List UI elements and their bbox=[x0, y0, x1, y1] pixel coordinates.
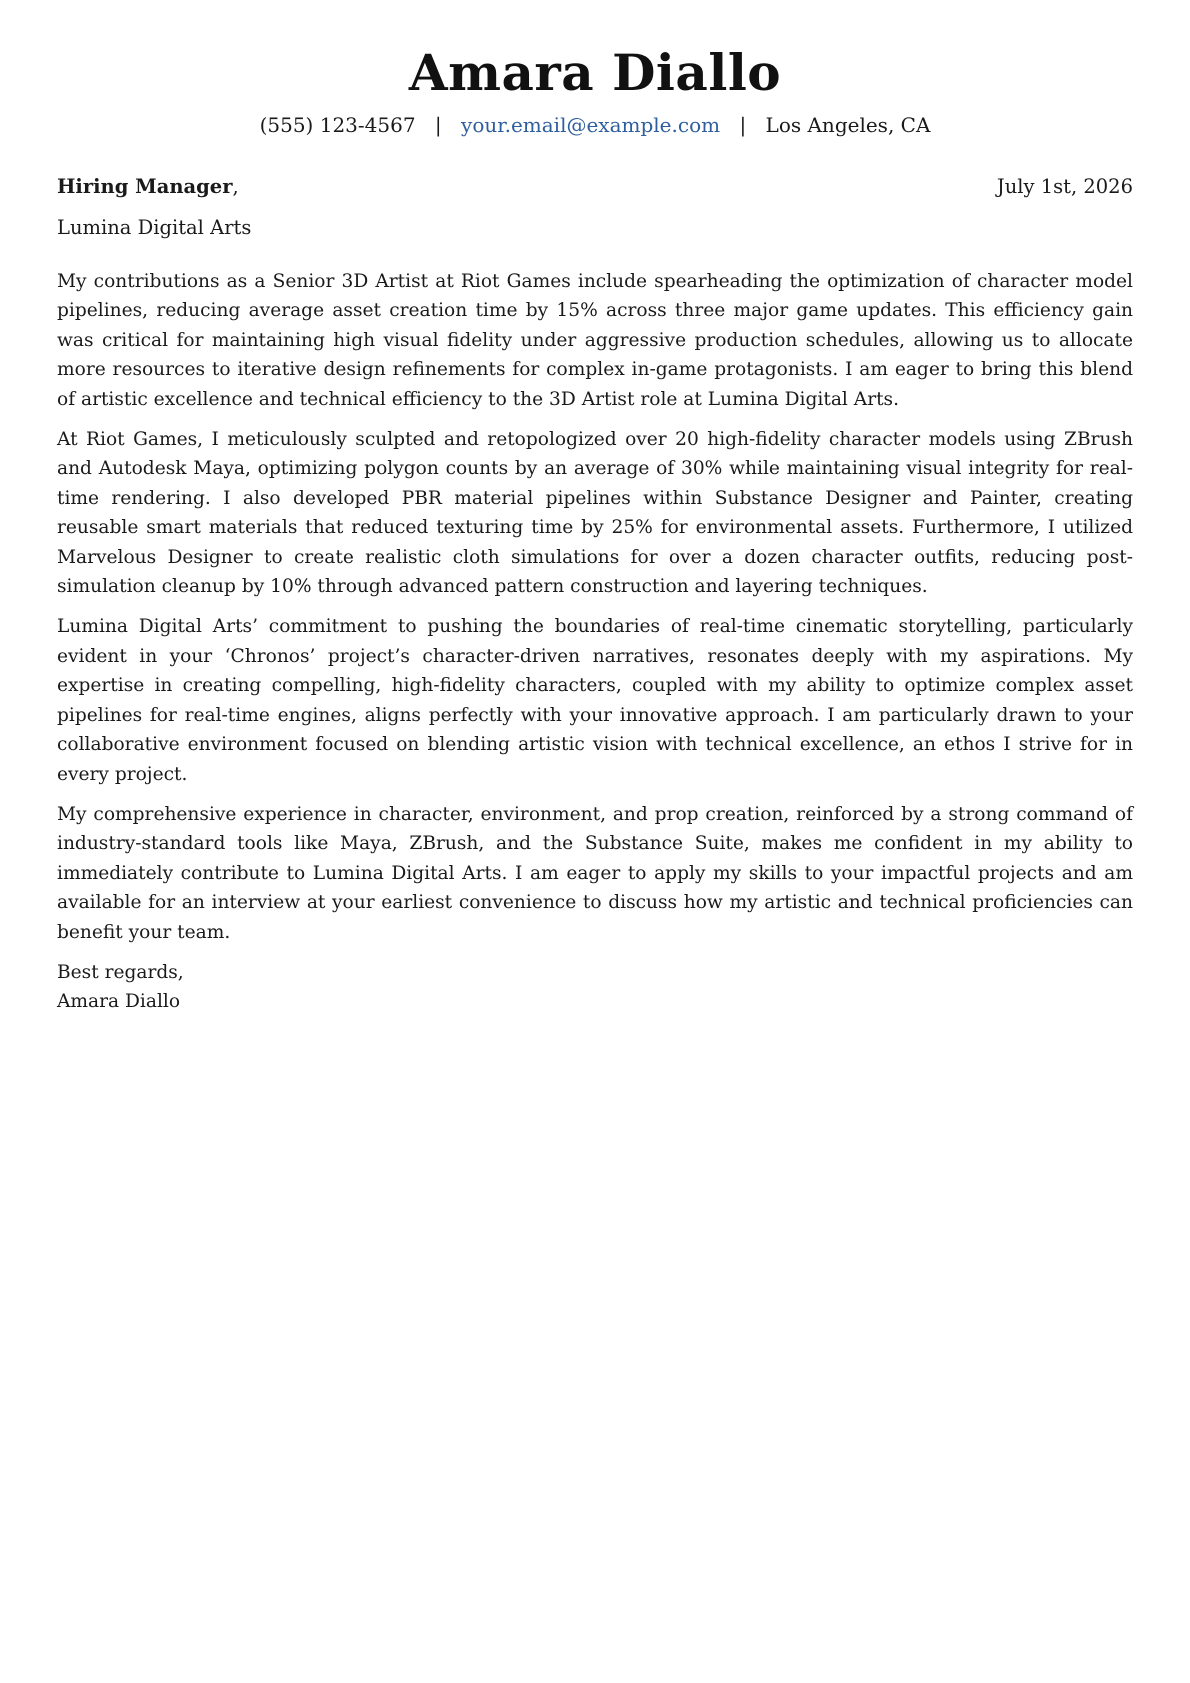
email-link[interactable]: your.email@example.com bbox=[461, 113, 721, 137]
recipient-company: Lumina Digital Arts bbox=[57, 216, 252, 239]
recipient-title-wrap bbox=[57, 174, 239, 200]
applicant-name: Amara Diallo bbox=[408, 43, 782, 102]
body-paragraph: My contributions as a Senior 3D Artist at Riot Games include spearheading the optimization of character model pipelines, reducing average asset creation time by 15% across three major game updates. This efficiency gain was critical for maintaining high visual fidelity under aggressive production schedules, allowing us to allocate more resources to iterative design refinements for complex in-game protagonists. I am eager to bring this blend of artistic excellence and technical efficiency to the 3D Artist role at Lumina Digital Arts. bbox=[57, 271, 1133, 410]
body-paragraph: At Riot Games, I meticulously sculpted and retopologized over 20 high-fidelity character models using ZBrush and Autodesk Maya, optimizing polygon counts by an average of 30% while maintaining visual integrity for real-time rendering. I also developed PBR material pipelines within Substance Designer and Painter, creating reusable smart materials that reduced texturing time by 25% for environmental assets. Furthermore, I utilized Marvelous Designer to create realistic cloth simulations for over a dozen character outfits, reducing post-simulation cleanup by 10% through advanced pattern construction and layering techniques. bbox=[57, 429, 1133, 598]
contact-line bbox=[57, 112, 1133, 138]
letter-body bbox=[57, 267, 1133, 947]
closing-block bbox=[57, 958, 1133, 1016]
body-paragraph: Lumina Digital Arts’ commitment to pushing the boundaries of real-time cinematic storytelling, particularly evident in your ‘Chronos’ project’s character-driven narratives, resonates deeply with my aspirations. My expertise in creating compelling, high-fidelity characters, coupled with my ability to optimize complex asset pipelines for real-time engines, aligns perfectly with your innovative approach. I am particularly drawn to your collaborative environment focused on blending artistic vision with technical excellence, an ethos I strive for in every project. bbox=[57, 616, 1133, 785]
recipient-row bbox=[57, 174, 1133, 200]
closing-salutation: Best regards, bbox=[57, 961, 184, 983]
recipient-title-suffix: , bbox=[232, 175, 239, 198]
phone-number: (555) 123-4567 bbox=[259, 113, 416, 137]
separator: | bbox=[434, 113, 442, 137]
cover-letter-page bbox=[57, 0, 1133, 1016]
recipient-title: Hiring Manager bbox=[57, 175, 233, 198]
closing-signature: Amara Diallo bbox=[57, 990, 181, 1012]
body-paragraph: My comprehensive experience in character, environment, and prop creation, reinforced by a strong command of industry-standard tools like Maya, ZBrush, and the Substance Suite, makes me confident in my ability to immediately contribute to Lumina Digital Arts. I am eager to apply my skills to your impactful projects and am available for an interview at your earliest convenience to discuss how my artistic and technical proficiencies can benefit your team. bbox=[57, 803, 1133, 943]
letter-date: July 1st, 2026 bbox=[996, 175, 1133, 198]
location: Los Angeles, CA bbox=[765, 113, 931, 137]
separator: | bbox=[739, 113, 747, 137]
